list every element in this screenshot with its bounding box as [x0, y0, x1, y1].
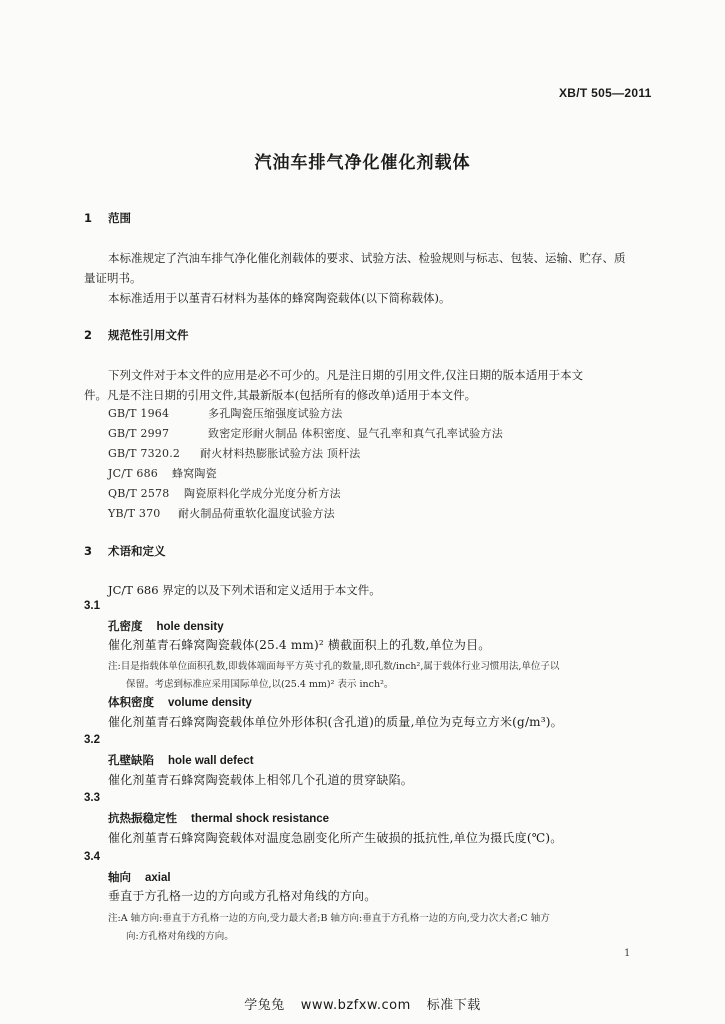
section-title: 范围	[108, 211, 132, 225]
section-number: 3	[84, 544, 93, 558]
term-entry	[108, 752, 254, 768]
reference-item	[108, 445, 361, 461]
reference-code: JC/T 686	[108, 467, 158, 480]
reference-item	[108, 485, 341, 501]
reference-code: GB/T 2997	[108, 427, 170, 440]
term-cn: 轴向	[108, 870, 131, 884]
footer-url[interactable]: www.bzfxw.com	[300, 998, 411, 1013]
term-cn: 孔密度	[108, 619, 143, 633]
footer-watermark	[0, 994, 725, 1013]
note-line2: 向:方孔格对角线的方向。	[126, 931, 234, 942]
reference-title: 耐火制品荷重软化温度试验方法	[178, 507, 335, 520]
section-title: 规范性引用文件	[108, 328, 189, 342]
document-title: 汽油车排气净化催化剂载体	[254, 153, 471, 173]
reference-code: QB/T 2578	[108, 487, 170, 500]
term-en: hole wall defect	[168, 755, 254, 767]
reference-item	[108, 505, 335, 521]
section-3-heading	[84, 543, 166, 559]
term-en: volume density	[168, 697, 252, 709]
note-line2: 保留。考虑到标准应采用国际单位,以(25.4 mm)² 表示 inch²。	[126, 679, 394, 690]
term-en: hole density	[156, 621, 224, 633]
term-entry	[108, 618, 224, 634]
scope-para1-line1: 本标准规定了汽油车排气净化催化剂载体的要求、试验方法、检验规则与标志、包装、运输、贮存、质	[108, 251, 626, 265]
term-cn: 体积密度	[108, 695, 154, 709]
section-number: 2	[84, 328, 93, 342]
clause-number: 3.1	[84, 600, 100, 612]
reference-item	[108, 425, 503, 441]
scope-para1-line2: 量证明书。	[84, 271, 142, 285]
reference-title: 耐火材料热膨胀试验方法 顶杆法	[200, 447, 361, 460]
standard-number: XB/T 505—2011	[559, 86, 652, 100]
reference-code: YB/T 370	[108, 507, 161, 520]
term-definition: 垂直于方孔格一边的方向或方孔格对角线的方向。	[108, 889, 377, 903]
term-definition: 催化剂堇青石蜂窝陶瓷载体单位外形体积(含孔道)的质量,单位为克每立方米(g/m³)。	[108, 715, 563, 729]
term-en: thermal shock resistance	[191, 813, 330, 825]
term-definition: 催化剂堇青石蜂窝陶瓷载体上相邻几个孔道的贯穿缺陷。	[108, 773, 414, 787]
page-number: 1	[624, 948, 631, 959]
section-2-heading	[84, 327, 189, 343]
reference-item	[108, 405, 342, 421]
normative-para-line2: 件。凡是不注日期的引用文件,其最新版本(包括所有的修改单)适用于本文件。	[84, 388, 477, 402]
note-line1: 注:目是指载体单位面积孔数,即载体端面每平方英寸孔的数量,即孔数/inch²,属于载体行业习惯用法,单位子以	[108, 661, 560, 672]
footer-tagline: 标准下载	[426, 998, 481, 1013]
reference-code: GB/T 1964	[108, 407, 170, 420]
section-number: 1	[84, 211, 93, 225]
terms-intro: JC/T 686 界定的以及下列术语和定义适用于本文件。	[108, 583, 381, 597]
reference-code: GB/T 7320.2	[108, 447, 181, 460]
footer-site-name: 学兔兔	[244, 998, 285, 1013]
term-entry	[108, 694, 252, 710]
reference-title: 陶瓷原料化学成分光度分析方法	[184, 487, 341, 500]
clause-number: 3.2	[84, 734, 100, 746]
term-en: axial	[145, 872, 171, 884]
section-title: 术语和定义	[108, 544, 166, 558]
normative-para-line1: 下列文件对于本文件的应用是必不可少的。凡是注日期的引用文件,仅注日期的版本适用于本文	[108, 368, 584, 382]
reference-title: 蜂窝陶瓷	[172, 467, 217, 480]
term-definition: 催化剂堇青石蜂窝陶瓷载体(25.4 mm)² 横截面积上的孔数,单位为目。	[108, 638, 491, 652]
term-cn: 抗热振稳定性	[108, 811, 177, 825]
scope-para2: 本标准适用于以堇青石材料为基体的蜂窝陶瓷载体(以下简称载体)。	[108, 291, 451, 305]
term-cn: 孔壁缺陷	[108, 753, 154, 767]
section-1-heading	[84, 210, 131, 226]
reference-title: 致密定形耐火制品 体积密度、显气孔率和真气孔率试验方法	[208, 427, 503, 440]
note-line1: 注:A 轴方向:垂直于方孔格一边的方向,受力最大者;B 轴方向:垂直于方孔格一边的方向,受力次大者;C 轴方	[108, 913, 550, 924]
reference-title: 多孔陶瓷压缩强度试验方法	[208, 407, 343, 420]
term-definition: 催化剂堇青石蜂窝陶瓷载体对温度急剧变化所产生破损的抵抗性,单位为摄氏度(℃)。	[108, 831, 563, 845]
reference-item	[108, 465, 217, 481]
clause-number: 3.4	[84, 851, 100, 863]
clause-number: 3.3	[84, 792, 100, 804]
term-entry	[108, 810, 329, 826]
term-entry	[108, 869, 171, 885]
